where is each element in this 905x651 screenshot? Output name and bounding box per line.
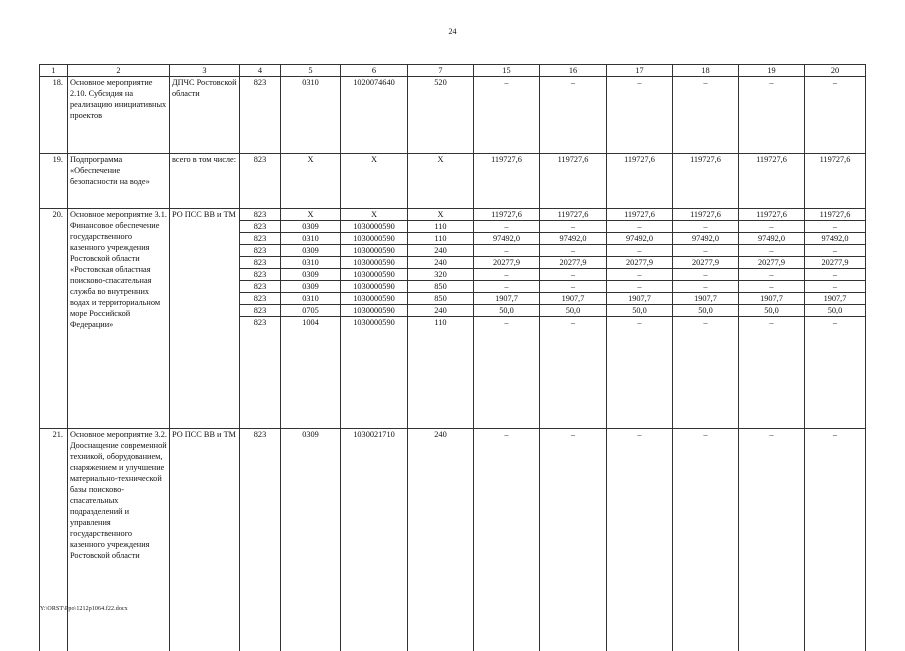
data-cell: 520 [408, 77, 474, 154]
data-cell: – [739, 429, 805, 651]
data-cell: 119727,6 [540, 209, 607, 221]
data-cell: 119727,6 [673, 209, 739, 221]
executor: РО ПСС ВВ и ТМ [170, 209, 240, 429]
data-cell: – [540, 317, 607, 429]
data-cell: 240 [408, 257, 474, 269]
data-cell: – [607, 429, 673, 651]
data-cell: Х [408, 209, 474, 221]
data-cell: 1907,7 [805, 293, 866, 305]
data-cell: 97492,0 [474, 233, 540, 245]
data-cell: – [540, 269, 607, 281]
data-cell: 97492,0 [739, 233, 805, 245]
table-row [40, 77, 866, 154]
data-cell: 823 [240, 245, 281, 257]
data-cell: 823 [240, 209, 281, 221]
activity-name: Основное мероприятие 3.2. Дооснащение современной техникой, оборудованием, снаряжением и улучшение материально-технической базы поисково-спасательных подразделений и управления государственного казенного учреждения Ростовской области [68, 429, 170, 651]
data-cell: – [474, 269, 540, 281]
budget-table [39, 64, 866, 651]
row-number: 19. [40, 154, 68, 209]
data-cell: – [673, 317, 739, 429]
data-cell: 97492,0 [805, 233, 866, 245]
data-cell: – [607, 317, 673, 429]
data-cell: 320 [408, 269, 474, 281]
data-cell: – [474, 245, 540, 257]
column-header: 15 [474, 65, 540, 77]
data-cell: – [540, 429, 607, 651]
row-number: 18. [40, 77, 68, 154]
data-cell: 850 [408, 293, 474, 305]
data-cell: Х [281, 154, 341, 209]
data-cell: – [805, 281, 866, 293]
data-cell: 823 [240, 269, 281, 281]
data-cell: – [607, 221, 673, 233]
data-cell: 97492,0 [607, 233, 673, 245]
data-cell: 1907,7 [474, 293, 540, 305]
data-cell: 240 [408, 245, 474, 257]
data-cell: Х [281, 209, 341, 221]
column-header: 7 [408, 65, 474, 77]
data-cell: – [739, 317, 805, 429]
data-cell: 20277,9 [474, 257, 540, 269]
column-header: 3 [170, 65, 240, 77]
data-cell: 50,0 [805, 305, 866, 317]
data-cell: 119727,6 [805, 154, 866, 209]
data-cell: 1907,7 [739, 293, 805, 305]
data-cell: – [739, 281, 805, 293]
data-cell: 823 [240, 429, 281, 651]
data-cell: 0705 [281, 305, 341, 317]
data-cell: 823 [240, 317, 281, 429]
file-path-footer: Y:\ORST\Ppo\1212p1064.f22.docx [40, 606, 128, 612]
data-cell: 1907,7 [607, 293, 673, 305]
data-cell: 119727,6 [540, 154, 607, 209]
data-cell: 20277,9 [540, 257, 607, 269]
data-cell: – [673, 77, 739, 154]
data-cell: – [805, 245, 866, 257]
data-cell: 0310 [281, 233, 341, 245]
data-cell: – [673, 429, 739, 651]
data-cell: – [474, 317, 540, 429]
data-cell: 1907,7 [540, 293, 607, 305]
column-header: 20 [805, 65, 866, 77]
data-cell: 50,0 [739, 305, 805, 317]
executor: РО ПСС ВВ и ТМ [170, 429, 240, 651]
data-cell: 110 [408, 233, 474, 245]
data-cell: – [739, 245, 805, 257]
table-row [40, 429, 866, 651]
column-header: 5 [281, 65, 341, 77]
data-cell: – [607, 245, 673, 257]
data-cell: 0309 [281, 281, 341, 293]
data-cell: Х [408, 154, 474, 209]
data-cell: – [673, 281, 739, 293]
data-cell: – [540, 77, 607, 154]
activity-name: Основное мероприятие 2.10. Субсидия на реализацию инициативных проектов [68, 77, 170, 154]
data-cell: 1030000590 [341, 281, 408, 293]
data-cell: 823 [240, 293, 281, 305]
data-cell: 50,0 [607, 305, 673, 317]
data-cell: – [805, 221, 866, 233]
row-number: 20. [40, 209, 68, 429]
data-cell: – [607, 269, 673, 281]
column-header: 6 [341, 65, 408, 77]
data-cell: – [673, 245, 739, 257]
activity-name: Подпрограмма «Обеспечение безопасности на воде» [68, 154, 170, 209]
data-cell: 97492,0 [540, 233, 607, 245]
data-cell: 0309 [281, 429, 341, 651]
data-cell: – [474, 221, 540, 233]
column-header: 4 [240, 65, 281, 77]
data-cell: 823 [240, 221, 281, 233]
data-cell: 1030000590 [341, 245, 408, 257]
data-cell: 0309 [281, 269, 341, 281]
data-cell: 1030000590 [341, 305, 408, 317]
data-cell: 20277,9 [739, 257, 805, 269]
data-cell: 119727,6 [805, 209, 866, 221]
data-cell: 0309 [281, 221, 341, 233]
data-cell: 50,0 [673, 305, 739, 317]
column-header: 17 [607, 65, 673, 77]
data-cell: 0310 [281, 257, 341, 269]
data-cell: 240 [408, 429, 474, 651]
data-cell: 119727,6 [607, 209, 673, 221]
data-cell: – [474, 281, 540, 293]
data-cell: 50,0 [474, 305, 540, 317]
data-cell: 1030000590 [341, 257, 408, 269]
data-cell: 119727,6 [607, 154, 673, 209]
data-cell: 0309 [281, 245, 341, 257]
data-cell: 1030000590 [341, 233, 408, 245]
data-cell: – [540, 245, 607, 257]
data-cell: – [673, 269, 739, 281]
data-cell: 20277,9 [607, 257, 673, 269]
data-cell: 1030000590 [341, 317, 408, 429]
data-cell: 110 [408, 317, 474, 429]
data-cell: – [474, 429, 540, 651]
data-cell: – [805, 429, 866, 651]
data-cell: 240 [408, 305, 474, 317]
data-cell: 823 [240, 257, 281, 269]
data-cell: 850 [408, 281, 474, 293]
data-cell: Х [341, 154, 408, 209]
data-cell: 1030021710 [341, 429, 408, 651]
column-header: 18 [673, 65, 739, 77]
data-cell: 20277,9 [673, 257, 739, 269]
data-cell: 823 [240, 154, 281, 209]
data-cell: 119727,6 [474, 209, 540, 221]
data-cell: 1907,7 [673, 293, 739, 305]
column-header: 2 [68, 65, 170, 77]
data-cell: – [805, 317, 866, 429]
column-header: 19 [739, 65, 805, 77]
executor: всего в том числе: [170, 154, 240, 209]
data-cell: 1020074640 [341, 77, 408, 154]
data-cell: – [739, 77, 805, 154]
row-number: 21. [40, 429, 68, 651]
data-cell: 1004 [281, 317, 341, 429]
data-cell: Х [341, 209, 408, 221]
data-cell: 823 [240, 281, 281, 293]
table-row [40, 154, 866, 209]
executor: ДПЧС Ростовской области [170, 77, 240, 154]
data-cell: – [739, 221, 805, 233]
data-cell: 823 [240, 233, 281, 245]
data-cell: 119727,6 [673, 154, 739, 209]
activity-name: Основное мероприятие 3.1. Финансовое обеспечение государственного казенного учреждения Ростовской области «Ростовская областная поисково-спасательная служба во внутренних водах и территориальном море Российской Федерации» [68, 209, 170, 429]
data-cell: 119727,6 [739, 209, 805, 221]
data-cell: 119727,6 [739, 154, 805, 209]
data-cell: 110 [408, 221, 474, 233]
column-header: 16 [540, 65, 607, 77]
data-cell: 823 [240, 305, 281, 317]
data-cell: – [607, 281, 673, 293]
data-cell: 1030000590 [341, 269, 408, 281]
data-cell: – [540, 281, 607, 293]
data-cell: – [540, 221, 607, 233]
data-cell: 1030000590 [341, 221, 408, 233]
header-row [40, 65, 866, 77]
data-cell: 50,0 [540, 305, 607, 317]
data-cell: 1030000590 [341, 293, 408, 305]
data-cell: 0310 [281, 77, 341, 154]
data-cell: 0310 [281, 293, 341, 305]
table-row [40, 209, 866, 221]
data-cell: 119727,6 [474, 154, 540, 209]
data-cell: – [739, 269, 805, 281]
data-cell: – [805, 77, 866, 154]
data-cell: – [607, 77, 673, 154]
data-cell: – [474, 77, 540, 154]
data-cell: 20277,9 [805, 257, 866, 269]
data-cell: – [805, 269, 866, 281]
data-cell: 823 [240, 77, 281, 154]
column-header: 1 [40, 65, 68, 77]
data-cell: 97492,0 [673, 233, 739, 245]
data-cell: – [673, 221, 739, 233]
page-number: 24 [448, 27, 457, 36]
